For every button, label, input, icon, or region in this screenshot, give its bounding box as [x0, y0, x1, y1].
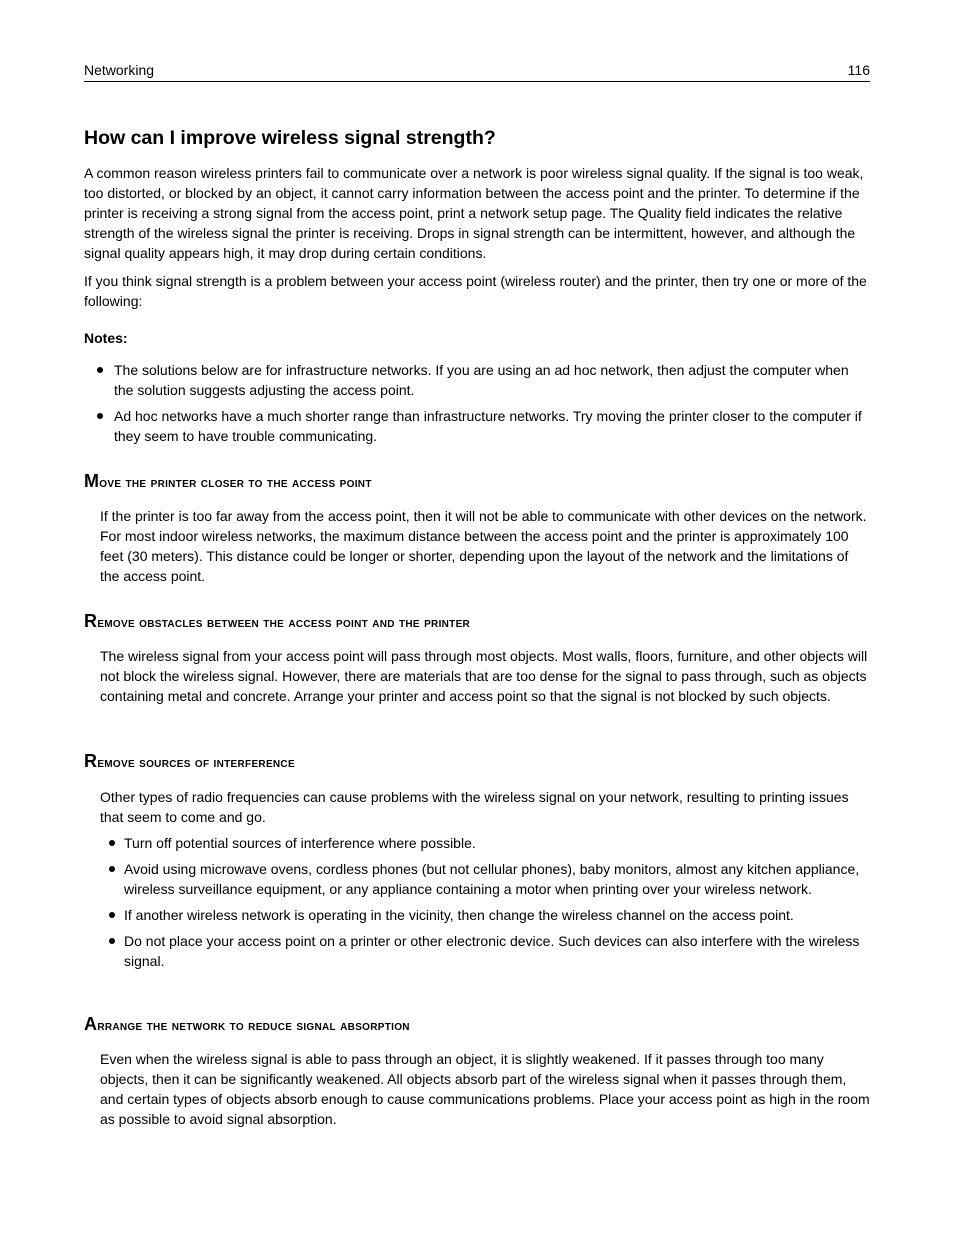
list-item: If another wireless network is operating in the vicinity, then change the wireless channel on the access point. [100, 905, 870, 925]
section-body-move-printer: If the printer is too far away from the access point, then it will not be able to communicate with other devices on the network. For most indoor wireless networks, the maximum distance between the access point and the printer is approximately 100 feet (30 meters). This distance could be longer or shorter, depending upon the layout of the network and the limitations of the access point. [100, 508, 867, 584]
list-item: Avoid using microwave ovens, cordless phones (but not cellular phones), baby monitors, almost any kitchen appliance, wireless surveillance equipment, or any appliance containing a motor when printing over your wireless network. [100, 859, 870, 899]
note-item: Ad hoc networks have a much shorter range than infrastructure networks. Try moving the printer closer to the computer if they seem to have trouble communicating. [84, 406, 870, 446]
interference-list [100, 833, 870, 971]
section-body-remove-interference: Other types of radio frequencies can cause problems with the wireless signal on your network, resulting to printing issues that seem to come and go. Turn off potential sources of interference where possible. Avoid using microwave ovens, cordless phones (but not cellular phones), baby monitors, almost any kitchen appliance, wireless surveillance equipment, or any appliance containing a motor when printing over your wireless network. If another wireless network is operating in the vicinity, then change the wireless channel on the access point. Do not place your access point on a printer or other electronic device. Such devices can also interfere with the wireless signal. [100, 787, 870, 977]
intro-paragraph-1: A common reason wireless printers fail to communicate over a network is poor wireless signal quality. If the signal is too weak, too distorted, or blocked by an object, it cannot carry information between the access point and the printer. To determine if the printer is receiving a strong signal from the access point, print a network setup page. The Quality field indicates the relative strength of the wireless signal the printer is receiving. Drops in signal strength can be intermittent, however, and although the signal quality appears high, it may drop during certain conditions. [84, 165, 864, 261]
list-item: Do not place your access point on a printer or other electronic device. Such devices can also interfere with the wireless signal. [100, 931, 870, 971]
section-body-arrange-network: Even when the wireless signal is able to pass through an object, it is slightly weakened. If it passes through too many objects, then it can be significantly weakened. All objects absorb part of the wireless signal when it passes through them, and certain types of objects absorb enough to cause communications problems. Place your access point as high in the room as possible to avoid signal absorption. [100, 1051, 870, 1127]
running-header [84, 61, 870, 82]
section-heading-remove-interference: Remove sources of interference [84, 751, 295, 771]
header-page-number: 116 [847, 62, 870, 78]
notes-list [84, 360, 870, 452]
note-item: The solutions below are for infrastructure networks. If you are using an ad hoc network, then adjust the computer when the solution suggests adjusting the access point. [84, 360, 870, 400]
section-heading-remove-obstacles: Remove obstacles between the access point and the printer [84, 611, 471, 631]
page-title: How can I improve wireless signal strength? [84, 127, 496, 149]
section-body-remove-obstacles: The wireless signal from your access point will pass through most objects. Most walls, floors, furniture, and other objects will not block the wireless signal. However, there are materials that are too dense for the signal to pass through, such as objects containing metal and concrete. Arrange your printer and access point so that the signal is not blocked by such objects. [100, 648, 868, 704]
section-heading-arrange-network: Arrange the network to reduce signal absorption [84, 1014, 410, 1034]
section-heading-move-printer: Move the printer closer to the access point [84, 471, 372, 491]
header-section-name: Networking [84, 62, 155, 78]
list-item: Turn off potential sources of interference where possible. [100, 833, 870, 853]
intro-paragraph-2: If you think signal strength is a problem between your access point (wireless router) and the printer, then try one or more of the following: [84, 273, 867, 309]
notes-label: Notes: [84, 330, 128, 346]
